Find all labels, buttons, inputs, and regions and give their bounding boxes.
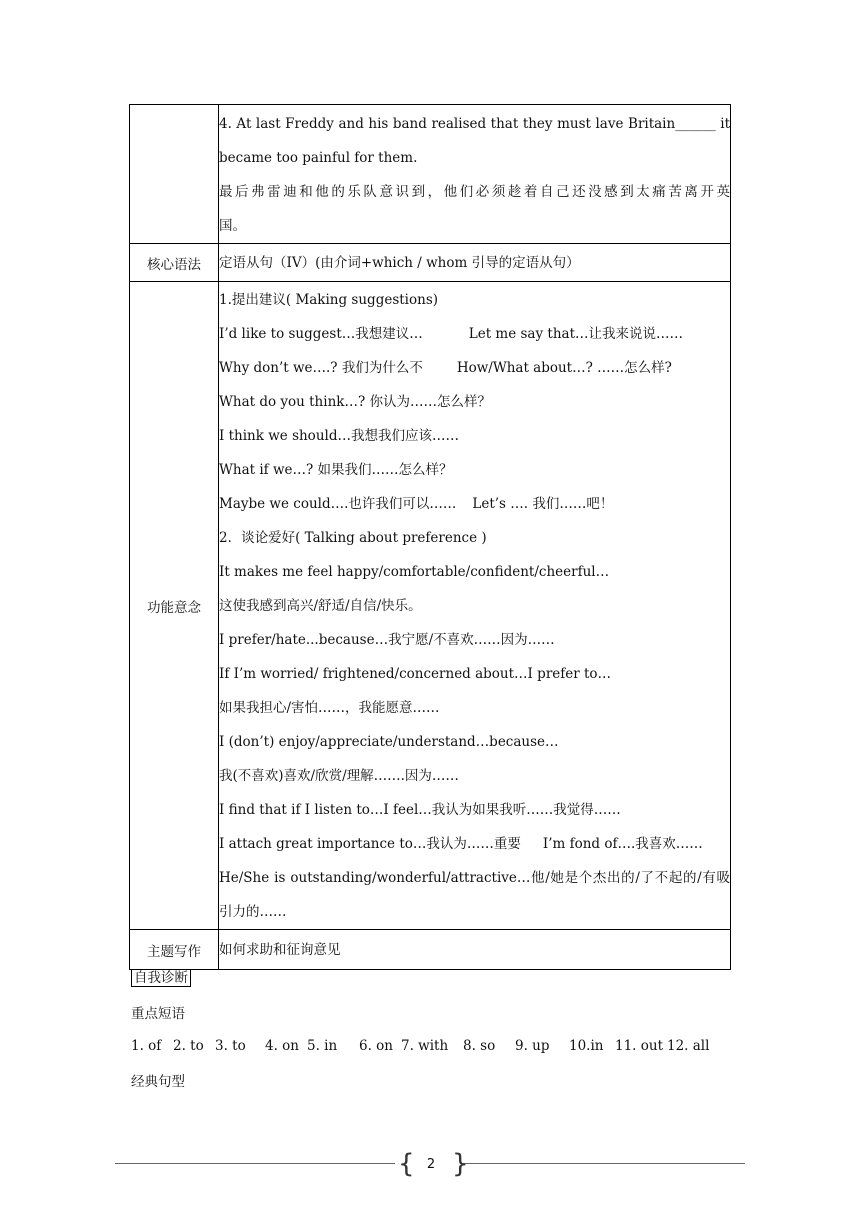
text-line: What do you think…? 你认为……怎么样？ [219, 394, 491, 410]
text-line: I (don’t) enjoy/appreciate/understand…because… [219, 734, 559, 750]
text-line: 4. At last Freddy and his band realised that they must lave Britain______ it [219, 116, 730, 132]
table-row [130, 105, 731, 244]
text-line: 国。 [219, 218, 246, 234]
key-phrases-heading: 重点短语 [131, 1006, 185, 1022]
text-line [219, 827, 730, 861]
right-brace-icon: } [452, 1149, 469, 1179]
page-number: 2 [426, 1157, 436, 1172]
table-row [130, 930, 731, 970]
phrase: Maybe we could….也许我们可以…… [219, 496, 457, 512]
answer-list [131, 1038, 709, 1054]
phrase: I’m fond of….我喜欢…… [542, 836, 703, 852]
text-line [219, 351, 730, 385]
text-line: 最后弗雷迪和他的乐队意识到，他们必须趁着自己还没感到太痛苦离开英 [219, 184, 730, 200]
footer-rule-right [463, 1163, 745, 1164]
left-brace-icon: { [398, 1149, 415, 1179]
text-line: I prefer/hate...because…我宁愿/不喜欢……因为…… [219, 632, 555, 648]
answer-item: 1. of [131, 1038, 162, 1054]
footer-rule-left [115, 1163, 395, 1164]
answer-item: 10.in [569, 1038, 604, 1054]
answer-item: 6. on [359, 1038, 393, 1054]
row-content [219, 244, 731, 282]
text-line: 这使我感到高兴/舒适/自信/快乐。 [219, 598, 422, 614]
phrase: Let me say that…让我来说说…… [468, 326, 683, 342]
text-line: He/She is outstanding/wonderful/attractive…他/她是个杰出的/了不起的/有吸 [219, 870, 730, 886]
phrase: How/What about…? ……怎么样? [456, 360, 672, 376]
row-label: 主题写作 [130, 930, 219, 970]
text-line: 我(不喜欢)喜欢/欣赏/理解…….因为…… [219, 768, 459, 784]
content-table [129, 104, 731, 970]
text-line: I think we should…我想我们应该…… [219, 428, 459, 444]
text-line: became too painful for them. [219, 150, 418, 166]
answer-item: 9. up [515, 1038, 550, 1054]
row-content [219, 282, 731, 930]
text-line: I find that if I listen to…I feel…我认为如果我听……我觉得…… [219, 802, 621, 818]
phrase: I’d like to suggest…我想建议… [219, 326, 423, 342]
text-line: What if we…? 如果我们……怎么样？ [219, 462, 453, 478]
phrase: I attach great importance to…我认为……重要 [219, 836, 521, 852]
self-diagnosis-heading: 自我诊断 [131, 968, 191, 988]
answer-item: 3. to [215, 1038, 246, 1054]
row-label: 功能意念 [130, 282, 219, 930]
text-line: 定语从句（IV）(由介词+which / whom 引导的定语从句） [219, 254, 580, 271]
row-content [219, 930, 731, 970]
text-line: 2．谈论爱好( Talking about preference ) [219, 530, 487, 546]
answer-item: 8. so [463, 1038, 496, 1054]
row-label [130, 105, 219, 244]
text-line [219, 487, 730, 521]
answer-item: 11. out [615, 1038, 664, 1054]
text-line: 如果我担心/害怕……，我能愿意…… [219, 700, 440, 716]
phrase: Let’s …. 我们……吧！ [472, 496, 614, 512]
text-line: It makes me feel happy/comfortable/confident/cheerful… [219, 564, 610, 580]
text-line: 引力的…… [219, 904, 287, 920]
text-line: 1.提出建议( Making suggestions) [219, 292, 439, 308]
answer-item: 12. all [667, 1038, 710, 1054]
classic-sentences-heading: 经典句型 [131, 1074, 185, 1090]
answer-item: 4. on [265, 1038, 299, 1054]
answer-item: 5. in [307, 1038, 338, 1054]
phrase: Why don’t we….? 我们为什么不 [219, 360, 423, 376]
row-label: 核心语法 [130, 244, 219, 282]
text-line [219, 317, 730, 351]
row-content [219, 105, 731, 244]
text-line: If I’m worried/ frightened/concerned about…I prefer to… [219, 666, 612, 682]
text-line: 如何求助和征询意见 [219, 941, 341, 958]
table-row [130, 244, 731, 282]
answer-item: 2. to [173, 1038, 204, 1054]
answer-item: 7. with [401, 1038, 449, 1054]
table-row [130, 282, 731, 930]
